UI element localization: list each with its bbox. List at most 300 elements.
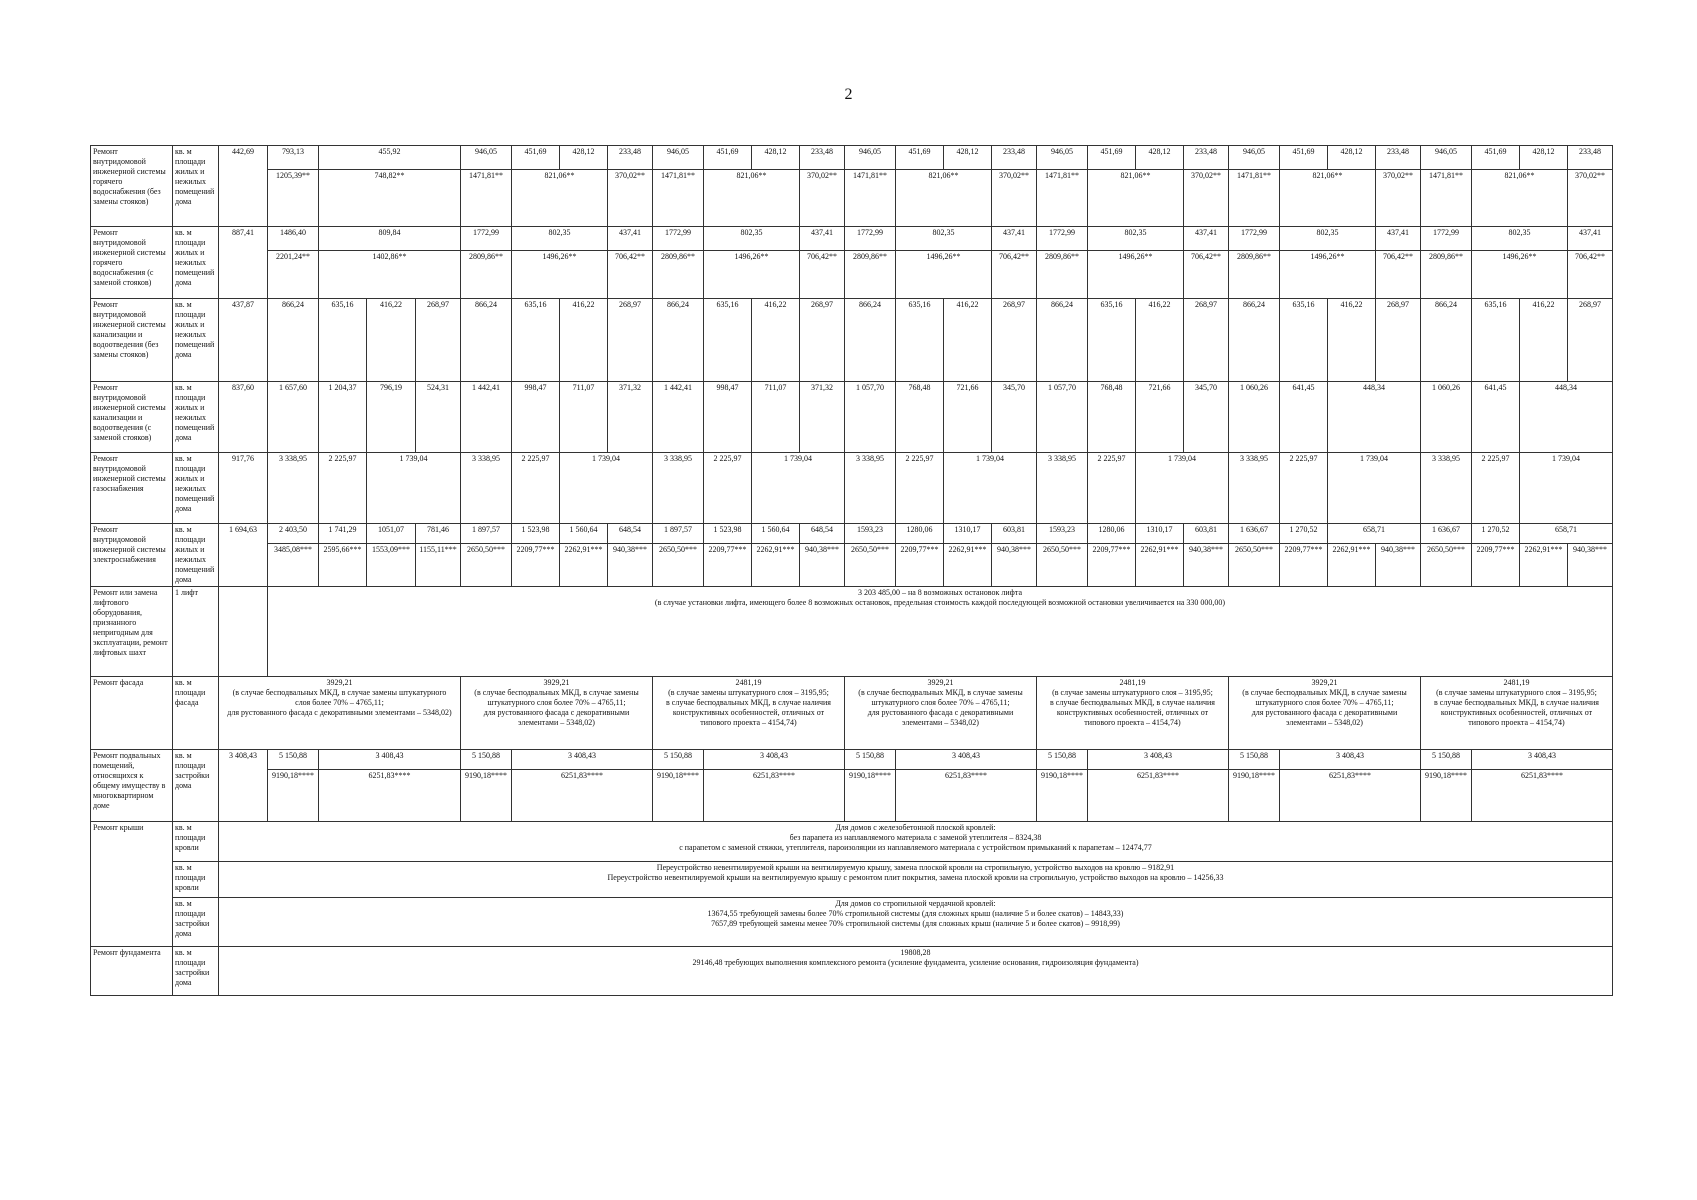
value-cell: 5 150,88 bbox=[653, 750, 704, 770]
roof-line: с парапетом с заменой стяжки, утеплителя, пароизоляции из наплавляемого материала с устройством примыканий к парапетам – 12474,77 bbox=[679, 843, 1152, 852]
foundation-line: 19808,28 bbox=[900, 948, 931, 957]
value-cell: 711,07 bbox=[560, 382, 608, 453]
value-cell: 345,70 bbox=[992, 382, 1037, 453]
value-cell: 1772,99 bbox=[1037, 227, 1088, 251]
facade-line: (в случае бесподвальных МКД, в случае замены штукатурного bbox=[232, 688, 447, 697]
value-cell: 866,24 bbox=[1229, 299, 1280, 382]
value-cell: 2809,86** bbox=[845, 251, 896, 299]
value-cell: 1280,06 bbox=[896, 524, 944, 544]
work-gas: Ремонт внутридомовой инженерной системы газоснабжения bbox=[91, 453, 173, 524]
value-cell: 416,22 bbox=[367, 299, 416, 382]
value-cell: 946,05 bbox=[1421, 146, 1472, 170]
value-cell: 1402,86** bbox=[319, 251, 461, 299]
unit-cell: кв. м площади жилых и нежилых помещений дома bbox=[173, 453, 219, 524]
value-cell: 706,42** bbox=[1568, 251, 1613, 299]
value-cell: 802,35 bbox=[1472, 227, 1568, 251]
unit-cell: кв. м площади кровли bbox=[173, 822, 219, 862]
value-cell: 371,32 bbox=[608, 382, 653, 453]
value-cell: 706,42** bbox=[1376, 251, 1421, 299]
value-cell: 2262,91*** bbox=[1328, 544, 1376, 587]
value-cell: 946,05 bbox=[461, 146, 512, 170]
value-cell: 6251,83**** bbox=[896, 770, 1037, 822]
value-cell: 1310,17 bbox=[944, 524, 992, 544]
value-cell: 1471,81** bbox=[1037, 170, 1088, 227]
value-cell: 428,12 bbox=[1520, 146, 1568, 170]
value-cell: 648,54 bbox=[608, 524, 653, 544]
facade-line: для рустованного фасада с декоративными bbox=[1251, 708, 1398, 717]
value-cell: 658,71 bbox=[1328, 524, 1421, 544]
value-cell: 2209,77*** bbox=[512, 544, 560, 587]
value-cell: 1471,81** bbox=[653, 170, 704, 227]
value-cell: 451,69 bbox=[1280, 146, 1328, 170]
value-cell: 428,12 bbox=[560, 146, 608, 170]
value-cell: 940,38*** bbox=[1568, 544, 1613, 587]
value-cell: 706,42** bbox=[608, 251, 653, 299]
value-cell: 2650,50*** bbox=[845, 544, 896, 587]
value-cell: 2209,77*** bbox=[1280, 544, 1328, 587]
value-cell: 940,38*** bbox=[992, 544, 1037, 587]
value-cell: 866,24 bbox=[268, 299, 319, 382]
facade-line: (в случае бесподвальных МКД, в случае замены bbox=[474, 688, 639, 697]
value-cell: 1 442,41 bbox=[653, 382, 704, 453]
value-cell: 437,87 bbox=[219, 299, 268, 382]
value-cell: 706,42** bbox=[1184, 251, 1229, 299]
value-cell: 3 338,95 bbox=[845, 453, 896, 524]
value-cell: 1 739,04 bbox=[1136, 453, 1229, 524]
value-cell: 345,70 bbox=[1184, 382, 1229, 453]
value-cell: 866,24 bbox=[1421, 299, 1472, 382]
lift-line: (в случае установки лифта, имеющего более 8 возможных остановок, предельная стоимость каждой последующей возможной остановки увеличивается на 330 000,00) bbox=[654, 598, 1226, 607]
value-cell: 437,41 bbox=[1376, 227, 1421, 251]
value-cell: 6251,83**** bbox=[704, 770, 845, 822]
value-cell: 837,60 bbox=[219, 382, 268, 453]
value-cell: 1496,26** bbox=[512, 251, 608, 299]
value-cell: 3 408,43 bbox=[896, 750, 1037, 770]
value-cell: 802,35 bbox=[896, 227, 992, 251]
value-cell: 3 408,43 bbox=[512, 750, 653, 770]
value-cell: 1486,40 bbox=[268, 227, 319, 251]
value-cell: 768,48 bbox=[896, 382, 944, 453]
facade-line: для рустованного фасада с декоративными элементами – 5348,02) bbox=[227, 708, 452, 717]
value-cell: 416,22 bbox=[1328, 299, 1376, 382]
value-cell: 448,34 bbox=[1520, 382, 1613, 453]
facade-cell bbox=[219, 677, 461, 750]
value-cell: 1 270,52 bbox=[1472, 524, 1520, 544]
value-cell: 437,41 bbox=[1184, 227, 1229, 251]
value-cell: 603,81 bbox=[1184, 524, 1229, 544]
lift-line: 3 203 485,00 – на 8 возможных остановок лифта bbox=[857, 588, 1023, 597]
value-cell: 998,47 bbox=[704, 382, 752, 453]
value-cell: 1 739,04 bbox=[752, 453, 845, 524]
value-cell: 9190,18**** bbox=[845, 770, 896, 822]
value-cell: 9190,18**** bbox=[268, 770, 319, 822]
value-cell: 1772,99 bbox=[1421, 227, 1472, 251]
value-cell: 3 408,43 bbox=[219, 750, 268, 822]
value-cell: 3 338,95 bbox=[1037, 453, 1088, 524]
value-cell: 940,38*** bbox=[800, 544, 845, 587]
value-cell: 802,35 bbox=[1088, 227, 1184, 251]
value-cell: 2809,86** bbox=[1037, 251, 1088, 299]
value-cell: 1310,17 bbox=[1136, 524, 1184, 544]
value-cell: 2809,86** bbox=[653, 251, 704, 299]
value-cell: 635,16 bbox=[512, 299, 560, 382]
value-cell: 648,54 bbox=[800, 524, 845, 544]
value-cell: 2209,77*** bbox=[1472, 544, 1520, 587]
value-cell: 635,16 bbox=[896, 299, 944, 382]
value-cell: 2650,50*** bbox=[1229, 544, 1280, 587]
roof-line: 13674,55 требующей замены более 70% стропильной системы (для сложных крыш (наличие 5 и более скатов) – 14843,33) bbox=[707, 909, 1124, 918]
value-cell: 940,38*** bbox=[1184, 544, 1229, 587]
value-cell: 1553,09*** bbox=[367, 544, 416, 587]
value-cell: 5 150,88 bbox=[1037, 750, 1088, 770]
facade-line: 2481,19 bbox=[735, 678, 762, 687]
value-cell: 233,48 bbox=[1184, 146, 1229, 170]
value-cell: 428,12 bbox=[1136, 146, 1184, 170]
facade-line: элементами – 5348,02) bbox=[518, 718, 595, 727]
value-cell: 370,02** bbox=[800, 170, 845, 227]
value-cell: 6251,83**** bbox=[1472, 770, 1613, 822]
value-cell: 3 338,95 bbox=[268, 453, 319, 524]
value-cell: 9190,18**** bbox=[1229, 770, 1280, 822]
unit-cell: кв. м площади кровли bbox=[173, 862, 219, 898]
value-cell: 428,12 bbox=[1328, 146, 1376, 170]
value-cell: 1 560,64 bbox=[560, 524, 608, 544]
facade-line: в случае бесподвальных МКД, в случае наличия bbox=[666, 698, 831, 707]
facade-cell bbox=[461, 677, 653, 750]
value-cell: 416,22 bbox=[560, 299, 608, 382]
facade-line: для рустованного фасада с декоративными bbox=[483, 708, 630, 717]
value-cell: 781,46 bbox=[416, 524, 461, 544]
value-cell: 6251,83**** bbox=[319, 770, 461, 822]
value-cell: 268,97 bbox=[1376, 299, 1421, 382]
value-cell: 437,41 bbox=[992, 227, 1037, 251]
value-cell: 268,97 bbox=[1184, 299, 1229, 382]
value-cell: 370,02** bbox=[1184, 170, 1229, 227]
value-cell: 635,16 bbox=[1280, 299, 1328, 382]
value-cell: 2650,50*** bbox=[1037, 544, 1088, 587]
value-cell: 821,06** bbox=[896, 170, 992, 227]
value-cell: 2 225,97 bbox=[704, 453, 752, 524]
value-cell: 233,48 bbox=[800, 146, 845, 170]
value-cell: 706,42** bbox=[992, 251, 1037, 299]
value-cell: 1471,81** bbox=[1229, 170, 1280, 227]
facade-line: 3929,21 bbox=[543, 678, 570, 687]
value-cell: 1 060,26 bbox=[1421, 382, 1472, 453]
value-cell: 2809,86** bbox=[1421, 251, 1472, 299]
facade-line: 3929,21 bbox=[1311, 678, 1338, 687]
value-cell: 2 225,97 bbox=[319, 453, 367, 524]
value-cell: 802,35 bbox=[1280, 227, 1376, 251]
facade-cell bbox=[1421, 677, 1613, 750]
value-cell: 635,16 bbox=[704, 299, 752, 382]
value-cell: 2595,66*** bbox=[319, 544, 367, 587]
value-cell: 428,12 bbox=[752, 146, 800, 170]
unit-cell: кв. м площади жилых и нежилых помещений дома bbox=[173, 524, 219, 587]
roof-line: Для домов со стропильной чердачной кровлей: bbox=[835, 899, 996, 908]
facade-line: 2481,19 bbox=[1119, 678, 1146, 687]
facade-line: (в случае замены штукатурного слоя – 3195,95; bbox=[1052, 688, 1213, 697]
roof-line: Для домов с железобетонной плоской кровлей: bbox=[835, 823, 996, 832]
value-cell: 1772,99 bbox=[461, 227, 512, 251]
value-cell: 2809,86** bbox=[1229, 251, 1280, 299]
facade-line: штукатурного слоя более 70% – 4765,11; bbox=[487, 698, 626, 707]
value-cell: 2650,50*** bbox=[461, 544, 512, 587]
value-cell: 5 150,88 bbox=[1229, 750, 1280, 770]
value-cell: 946,05 bbox=[1229, 146, 1280, 170]
value-cell: 3 408,43 bbox=[1472, 750, 1613, 770]
value-cell: 821,06** bbox=[704, 170, 800, 227]
facade-line: элементами – 5348,02) bbox=[1286, 718, 1363, 727]
value-cell: 2201,24** bbox=[268, 251, 319, 299]
value-cell: 2 225,97 bbox=[1472, 453, 1520, 524]
value-cell: 821,06** bbox=[1280, 170, 1376, 227]
value-cell: 416,22 bbox=[752, 299, 800, 382]
unit-cell: кв. м площади застройки дома bbox=[173, 898, 219, 947]
roof-line: 7657,89 требующей замены менее 70% стропильной системы (для сложных крыш (наличие 5 и более скатов) – 9918,99) bbox=[711, 919, 1120, 928]
work-facade: Ремонт фасада bbox=[91, 677, 173, 750]
facade-line: типового проекта – 4154,74) bbox=[1084, 718, 1181, 727]
value-cell: 1 897,57 bbox=[461, 524, 512, 544]
value-cell: 437,41 bbox=[608, 227, 653, 251]
value-cell: 1 060,26 bbox=[1229, 382, 1280, 453]
value-cell: 3 408,43 bbox=[1280, 750, 1421, 770]
value-cell: 1 657,60 bbox=[268, 382, 319, 453]
value-cell: 2262,91*** bbox=[560, 544, 608, 587]
value-cell: 233,48 bbox=[1376, 146, 1421, 170]
value-cell: 233,48 bbox=[992, 146, 1037, 170]
roof-line: без парапета из наплавляемого материала с заменой утеплителя – 8324,38 bbox=[789, 833, 1042, 842]
foundation-cell bbox=[219, 947, 1613, 996]
value-cell: 1155,11*** bbox=[416, 544, 461, 587]
facade-cell bbox=[1037, 677, 1229, 750]
value-cell: 416,22 bbox=[1520, 299, 1568, 382]
value-cell: 940,38*** bbox=[608, 544, 653, 587]
value-cell: 1496,26** bbox=[896, 251, 992, 299]
value-cell: 866,24 bbox=[461, 299, 512, 382]
work-lift: Ремонт или замена лифтового оборудования, признанного непригодным для эксплуатации, ремонт лифтовых шахт bbox=[91, 587, 173, 677]
value-cell: 1051,07 bbox=[367, 524, 416, 544]
value-cell: 2 225,97 bbox=[1088, 453, 1136, 524]
value-cell: 866,24 bbox=[845, 299, 896, 382]
unit-cell: кв. м площади застройки дома bbox=[173, 947, 219, 996]
value-cell: 866,24 bbox=[653, 299, 704, 382]
work-hws-no-risers: Ремонт внутридомовой инженерной системы горячего водоснабжения (без замены стояков) bbox=[91, 146, 173, 227]
value-cell: 635,16 bbox=[319, 299, 367, 382]
value-cell: 796,19 bbox=[367, 382, 416, 453]
work-sewer-no-risers: Ремонт внутридомовой инженерной системы канализации и водоотведения (без замены стояков) bbox=[91, 299, 173, 382]
roof-cell bbox=[219, 822, 1613, 862]
value-cell: 5 150,88 bbox=[268, 750, 319, 770]
value-cell: 1205,39** bbox=[268, 170, 319, 227]
value-cell bbox=[219, 587, 268, 677]
work-roof: Ремонт крыши bbox=[91, 822, 173, 947]
value-cell: 442,69 bbox=[219, 146, 268, 227]
value-cell: 9190,18**** bbox=[653, 770, 704, 822]
value-cell: 1 739,04 bbox=[1520, 453, 1613, 524]
value-cell: 3485,08*** bbox=[268, 544, 319, 587]
value-cell: 3 338,95 bbox=[1421, 453, 1472, 524]
facade-line: 3929,21 bbox=[326, 678, 353, 687]
value-cell: 268,97 bbox=[992, 299, 1037, 382]
value-cell: 802,35 bbox=[704, 227, 800, 251]
value-cell: 1 739,04 bbox=[1328, 453, 1421, 524]
value-cell: 268,97 bbox=[1568, 299, 1613, 382]
value-cell: 946,05 bbox=[845, 146, 896, 170]
value-cell: 940,38*** bbox=[1376, 544, 1421, 587]
facade-line: (в случае бесподвальных МКД, в случае замены bbox=[858, 688, 1023, 697]
work-basement: Ремонт подвальных помещений, относящихся к общему имуществу в многоквартирном доме bbox=[91, 750, 173, 822]
value-cell: 2 225,97 bbox=[512, 453, 560, 524]
facade-line: (в случае замены штукатурного слоя – 3195,95; bbox=[668, 688, 829, 697]
value-cell: 1471,81** bbox=[461, 170, 512, 227]
value-cell: 1496,26** bbox=[704, 251, 800, 299]
value-cell: 1 636,67 bbox=[1421, 524, 1472, 544]
value-cell: 2809,86** bbox=[461, 251, 512, 299]
unit-cell: кв. м площади фасада bbox=[173, 677, 219, 750]
value-cell: 721,66 bbox=[944, 382, 992, 453]
value-cell: 455,92 bbox=[319, 146, 461, 170]
value-cell: 802,35 bbox=[512, 227, 608, 251]
facade-line: слоя более 70% – 4765,11; bbox=[295, 698, 384, 707]
facade-line: штукатурного слоя более 70% – 4765,11; bbox=[871, 698, 1010, 707]
value-cell: 1471,81** bbox=[1421, 170, 1472, 227]
facade-line: 2481,19 bbox=[1503, 678, 1530, 687]
value-cell: 2209,77*** bbox=[896, 544, 944, 587]
value-cell: 793,13 bbox=[268, 146, 319, 170]
facade-cell bbox=[845, 677, 1037, 750]
value-cell: 268,97 bbox=[800, 299, 845, 382]
value-cell: 2650,50*** bbox=[1421, 544, 1472, 587]
facade-line: конструктивных особенностей, отличных от bbox=[672, 708, 825, 717]
value-cell: 2262,91*** bbox=[1520, 544, 1568, 587]
value-cell: 946,05 bbox=[1037, 146, 1088, 170]
value-cell: 6251,83**** bbox=[1280, 770, 1421, 822]
facade-line: типового проекта – 4154,74) bbox=[700, 718, 797, 727]
value-cell: 370,02** bbox=[1376, 170, 1421, 227]
facade-line: 3929,21 bbox=[927, 678, 954, 687]
value-cell: 437,41 bbox=[1568, 227, 1613, 251]
lift-cost-cell bbox=[268, 587, 1613, 677]
value-cell: 1 739,04 bbox=[944, 453, 1037, 524]
roof-cell bbox=[219, 898, 1613, 947]
value-cell: 6251,83**** bbox=[1088, 770, 1229, 822]
value-cell: 1 636,67 bbox=[1229, 524, 1280, 544]
value-cell: 451,69 bbox=[1472, 146, 1520, 170]
value-cell: 3 408,43 bbox=[319, 750, 461, 770]
value-cell: 1 523,98 bbox=[512, 524, 560, 544]
value-cell: 1593,23 bbox=[1037, 524, 1088, 544]
value-cell: 1 204,37 bbox=[319, 382, 367, 453]
value-cell: 2209,77*** bbox=[704, 544, 752, 587]
value-cell: 451,69 bbox=[512, 146, 560, 170]
value-cell: 917,76 bbox=[219, 453, 268, 524]
value-cell: 1 897,57 bbox=[653, 524, 704, 544]
value-cell: 524,31 bbox=[416, 382, 461, 453]
value-cell: 1 057,70 bbox=[845, 382, 896, 453]
value-cell: 6251,83**** bbox=[512, 770, 653, 822]
value-cell: 370,02** bbox=[1568, 170, 1613, 227]
value-cell: 821,06** bbox=[1472, 170, 1568, 227]
value-cell: 268,97 bbox=[416, 299, 461, 382]
value-cell: 2262,91*** bbox=[752, 544, 800, 587]
value-cell: 2262,91*** bbox=[1136, 544, 1184, 587]
value-cell: 866,24 bbox=[1037, 299, 1088, 382]
cost-table bbox=[90, 145, 1613, 996]
value-cell: 1 739,04 bbox=[367, 453, 461, 524]
roof-line: Переустройство невентилируемой крыши на вентилируемую крышу, замена плоской кровли на стропильную, устройство выходов на кровлю – 9182,91 bbox=[656, 863, 1175, 872]
value-cell: 370,02** bbox=[608, 170, 653, 227]
value-cell: 1 523,98 bbox=[704, 524, 752, 544]
unit-cell: кв. м площади жилых и нежилых помещений дома bbox=[173, 146, 219, 227]
value-cell: 711,07 bbox=[752, 382, 800, 453]
value-cell: 3 338,95 bbox=[1229, 453, 1280, 524]
value-cell: 809,84 bbox=[319, 227, 461, 251]
value-cell: 437,41 bbox=[800, 227, 845, 251]
value-cell: 1 270,52 bbox=[1280, 524, 1328, 544]
unit-cell: 1 лифт bbox=[173, 587, 219, 677]
value-cell: 2650,50*** bbox=[653, 544, 704, 587]
facade-line: для рустованного фасада с декоративными bbox=[867, 708, 1014, 717]
facade-line: штукатурного слоя более 70% – 4765,11; bbox=[1255, 698, 1394, 707]
roof-line: Переустройство невентилируемой крыши на вентилируемую крышу с ремонтом плит покрытия, замена плоской кровли на стропильную, устройство выходов на кровлю – 14256,33 bbox=[607, 873, 1224, 882]
value-cell: 721,66 bbox=[1136, 382, 1184, 453]
roof-cell bbox=[219, 862, 1613, 898]
value-cell: 451,69 bbox=[896, 146, 944, 170]
value-cell: 1 741,29 bbox=[319, 524, 367, 544]
value-cell: 371,32 bbox=[800, 382, 845, 453]
value-cell: 2262,91*** bbox=[944, 544, 992, 587]
value-cell: 1772,99 bbox=[653, 227, 704, 251]
value-cell: 416,22 bbox=[944, 299, 992, 382]
work-electricity: Ремонт внутридомовой инженерной системы электроснабжения bbox=[91, 524, 173, 587]
foundation-line: 29146,48 требующих выполнения комплексного ремонта (усиление фундамента, усиление основания, гидроизоляция фундамента) bbox=[692, 958, 1139, 967]
value-cell: 1471,81** bbox=[845, 170, 896, 227]
value-cell: 233,48 bbox=[608, 146, 653, 170]
value-cell: 1 057,70 bbox=[1037, 382, 1088, 453]
value-cell: 5 150,88 bbox=[845, 750, 896, 770]
facade-cell bbox=[1229, 677, 1421, 750]
value-cell: 1496,26** bbox=[1280, 251, 1376, 299]
facade-cell bbox=[653, 677, 845, 750]
facade-line: в случае бесподвальных МКД, в случае наличия bbox=[1050, 698, 1215, 707]
value-cell: 2209,77*** bbox=[1088, 544, 1136, 587]
value-cell: 998,47 bbox=[512, 382, 560, 453]
unit-cell: кв. м площади жилых и нежилых помещений дома bbox=[173, 299, 219, 382]
work-foundation: Ремонт фундамента bbox=[91, 947, 173, 996]
work-sewer-risers: Ремонт внутридомовой инженерной системы канализации и водоотведения (с заменой стояков) bbox=[91, 382, 173, 453]
value-cell: 1 442,41 bbox=[461, 382, 512, 453]
value-cell: 641,45 bbox=[1280, 382, 1328, 453]
value-cell: 603,81 bbox=[992, 524, 1037, 544]
value-cell: 946,05 bbox=[653, 146, 704, 170]
value-cell: 1280,06 bbox=[1088, 524, 1136, 544]
value-cell: 821,06** bbox=[512, 170, 608, 227]
value-cell: 821,06** bbox=[1088, 170, 1184, 227]
unit-cell: кв. м площади жилых и нежилых помещений дома bbox=[173, 382, 219, 453]
value-cell: 641,45 bbox=[1472, 382, 1520, 453]
value-cell: 9190,18**** bbox=[1421, 770, 1472, 822]
page-number: 2 bbox=[844, 86, 853, 103]
value-cell: 3 338,95 bbox=[461, 453, 512, 524]
facade-line: конструктивных особенностей, отличных от bbox=[1056, 708, 1209, 717]
value-cell: 1 694,63 bbox=[219, 524, 268, 587]
value-cell: 658,71 bbox=[1520, 524, 1613, 544]
value-cell: 2 403,50 bbox=[268, 524, 319, 544]
unit-cell: кв. м площади жилых и нежилых помещений дома bbox=[173, 227, 219, 299]
value-cell: 887,41 bbox=[219, 227, 268, 299]
value-cell: 9190,18**** bbox=[1037, 770, 1088, 822]
value-cell: 5 150,88 bbox=[1421, 750, 1472, 770]
